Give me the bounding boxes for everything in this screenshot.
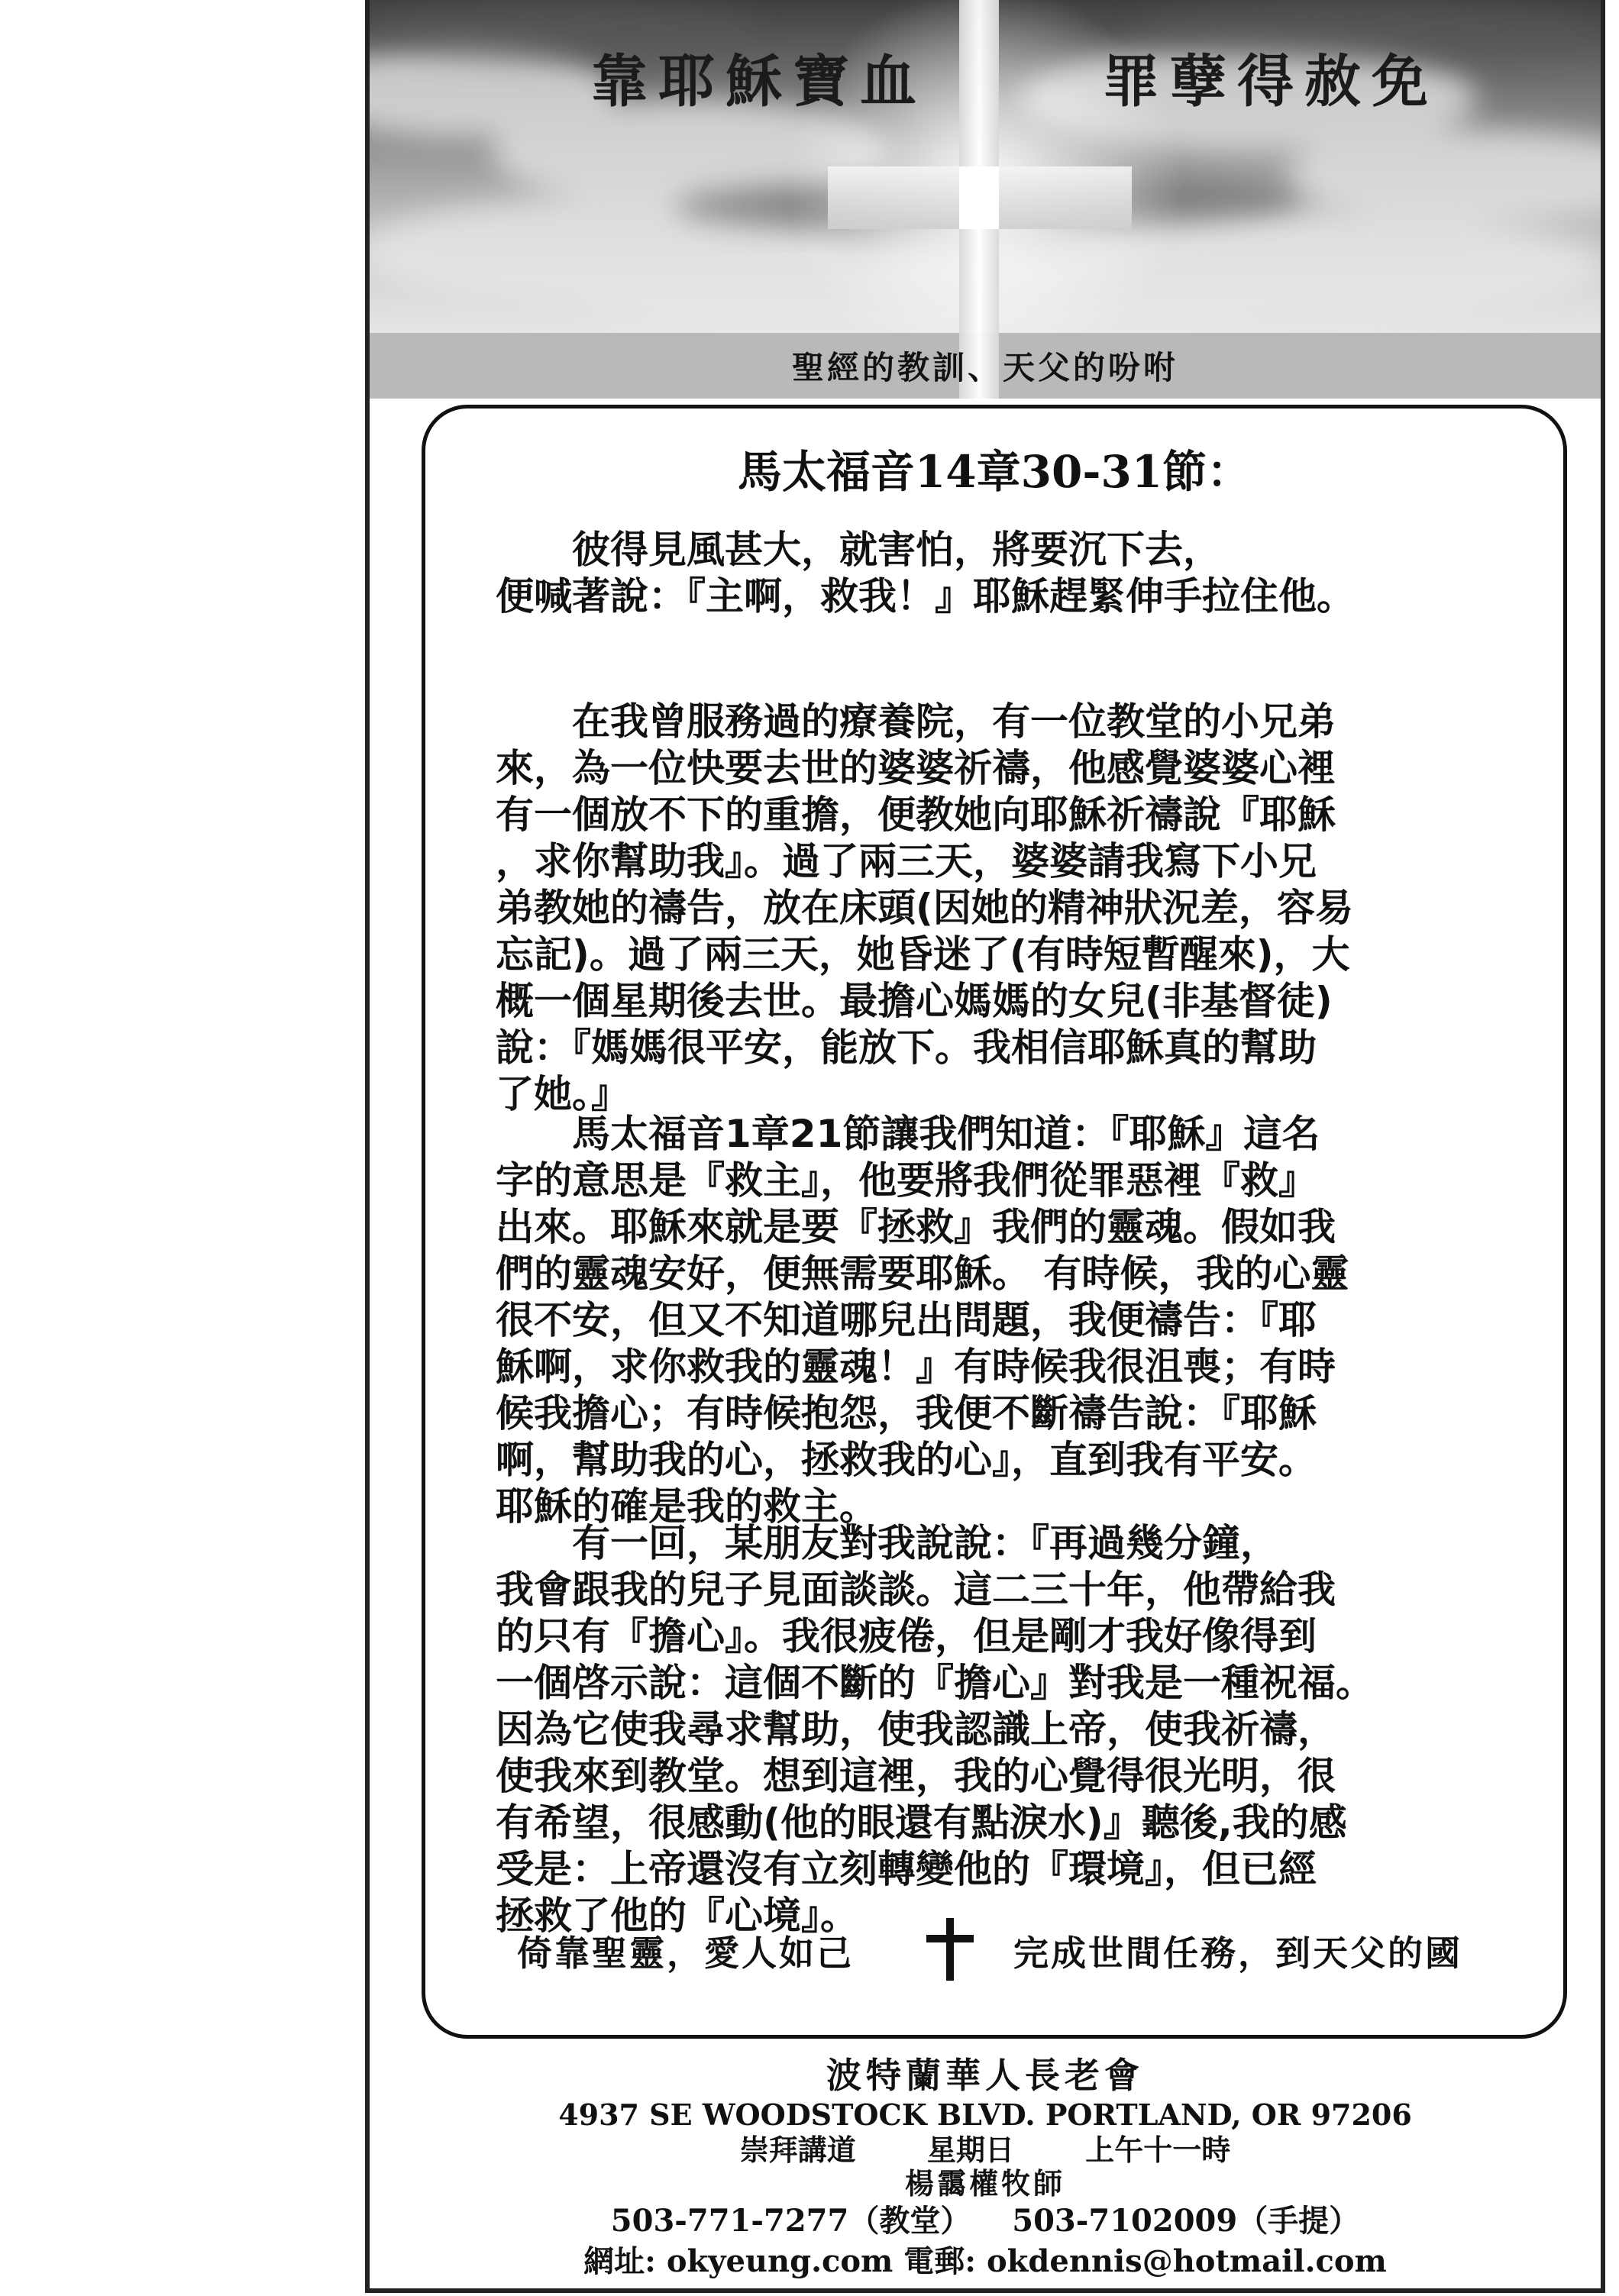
text-line: 因為它使我尋求幫助，使我認識上帝，使我祈禱， [496,1707,1336,1752]
web-contact [370,2242,1601,2281]
text-line: 概一個星期後去世。最擔心媽媽的女兒(非基督徒) [496,979,1333,1023]
text-line: 字的意思是『救主』，他要將我們從罪惡裡『救』 [496,1158,1317,1203]
phone-numbers [370,2201,1601,2242]
text-line: 說：『媽媽很平安，能放下。我相信耶穌真的幫助 [496,1025,1317,1070]
church-name: 波特蘭華人長老會 [826,2055,1144,2096]
headline-left: 靠耶穌寶血 [591,49,927,115]
text-line: 啊，幫助我的心，拯救我的心』，直到我有平安。 [496,1438,1317,1482]
service-day: 星期日 [926,2133,1014,2167]
text-line: 彼得見風甚大，就害怕，將要沉下去， [496,528,1221,572]
service-label: 崇拜講道 [739,2133,856,2167]
website-label: 網址: [583,2243,656,2279]
church-address: 4937 SE WOODSTOCK BLVD. PORTLAND, OR 97206 [558,2097,1412,2132]
cross-icon [813,0,1179,399]
text-line: 使我來到教堂。想到這裡，我的心覺得很光明，很 [496,1754,1336,1798]
website-link[interactable]: okyeung.com [666,2243,894,2279]
service-time: 上午十一時 [1085,2133,1231,2167]
headline-right: 罪孽得赦免 [1103,49,1439,115]
email-link[interactable]: okdennis@hotmail.com [987,2243,1387,2279]
text-line: 受是：上帝還沒有立刻轉變他的『環境』，但已經 [496,1847,1317,1891]
motto-right: 完成世間任務，到天父的國 [1013,1933,1462,1974]
text-line: 有一個放不下的重擔，便教她向耶穌祈禱說『耶穌 [496,793,1336,837]
text-line: 穌啊，求你救我的靈魂！』有時候我很沮喪；有時 [496,1345,1336,1389]
text-line: 忘記)。過了兩三天，她昏迷了(有時短暫醒來)，大 [496,932,1350,977]
text-line: 我會跟我的兒子見面談談。這二三十年，他帶給我 [496,1568,1336,1612]
paragraph-1 [496,699,1519,1118]
text-line: 有希望，很感動(他的眼還有點淚水)』聽後,我的感 [496,1800,1347,1845]
subtitle-text: 聖經的教訓、天父的吩咐 [791,349,1178,386]
text-line: 很不安，但又不知道哪兒出問題，我便禱告：『耶 [496,1298,1317,1342]
email-label: 電郵: [903,2243,977,2279]
text-line: 馬太福音1章21節讓我們知道：『耶穌』這名 [496,1112,1320,1156]
service-times [370,2133,1601,2167]
text-line: 了她。』 [496,1072,629,1116]
text-line: 在我曾服務過的療養院，有一位教堂的小兄弟 [496,699,1336,744]
church-info [370,2054,1601,2281]
motto-row [425,1917,1563,1978]
phone-church: 503-771-7277（教堂） [610,2203,971,2239]
text-line: 的只有『擔心』。我很疲倦，但是剛才我好像得到 [496,1614,1317,1658]
scripture-reference: 馬太福音14章30-31節： [737,446,1252,498]
scripture-verse [496,527,1519,620]
paragraph-3 [496,1520,1519,1939]
page-frame [365,0,1605,2293]
text-line: ，求你幫助我』。過了兩三天，婆婆請我寫下小兄 [496,839,1317,883]
text-line: 候我擔心；有時候抱怨，我便不斷禱告說：『耶穌 [496,1391,1317,1435]
content-card [422,405,1567,2039]
text-line: 們的靈魂安好，便無需要耶穌。 有時候，我的心靈 [496,1251,1349,1296]
pastor-name: 楊靄權牧師 [904,2167,1065,2201]
text-line: 來，為一位快要去世的婆婆祈禱，他感覺婆婆心裡 [496,746,1336,790]
motto-left: 倚靠聖靈，愛人如己 [517,1933,854,1974]
text-line: 便喊著說：『主啊，救我！』耶穌趕緊伸手拉住他。 [496,574,1355,618]
phone-mobile: 503-7102009（手提） [1012,2203,1360,2239]
paragraph-2 [496,1111,1519,1530]
text-line: 有一回，某朋友對我說說：『再過幾分鐘， [496,1521,1278,1565]
text-line: 耶穌的確是我的救主。 [496,1484,877,1529]
text-line: 一個啓示說：這個不斷的『擔心』對我是一種祝福。 [496,1661,1374,1705]
text-line: 出來。耶穌來就是要『拯救』我們的靈魂。假如我 [496,1205,1336,1249]
small-cross-icon [923,1917,977,1982]
text-line: 弟教她的禱告，放在床頭(因她的精神狀況差，容易 [496,886,1353,930]
text-line: 拯救了他的『心境』。 [496,1894,858,1938]
